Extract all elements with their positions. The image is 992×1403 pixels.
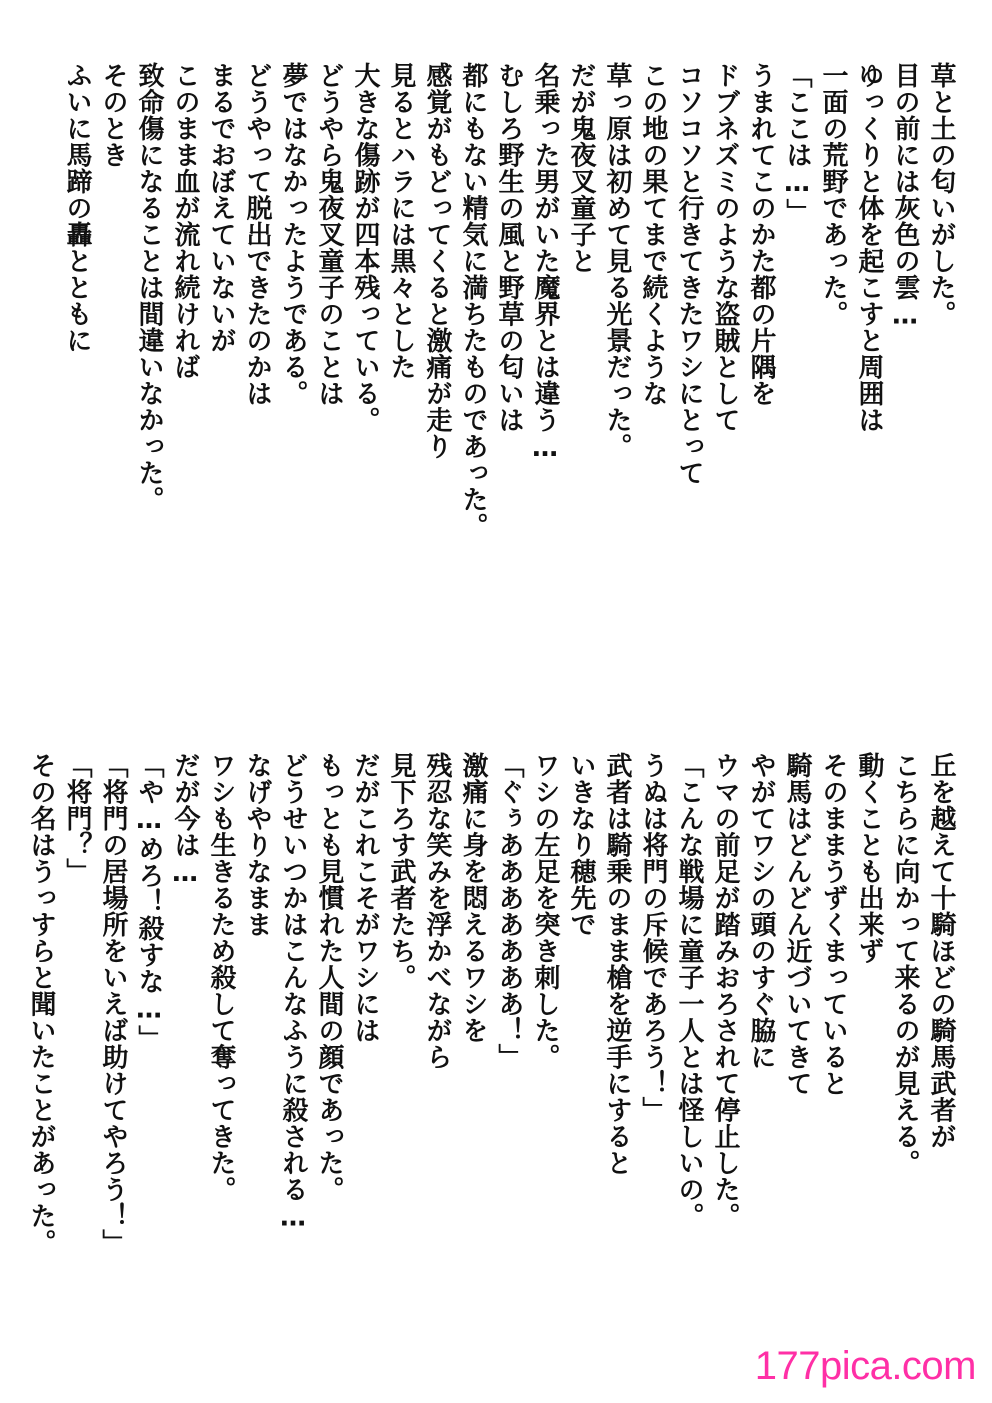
text-column: 「こんな戦場に童子一人とは怪しいの。: [674, 752, 704, 1229]
top-text-block: [0, 62, 992, 662]
text-column: どうやら鬼夜叉童子のことは: [314, 62, 344, 407]
text-column: 残忍な笑みを浮かべながら: [422, 752, 452, 1070]
text-column: ワシの左足を突き刺した。: [530, 752, 560, 1070]
text-column: 致命傷になることは間違いなかった。: [134, 62, 164, 513]
text-column: 大きな傷跡が四本残っている。: [350, 62, 380, 433]
text-column: コソコソと行きてきたワシにとって: [674, 62, 704, 486]
text-column: 名乗った男がいた魔界とは違う…: [530, 62, 560, 464]
text-column: いきなり穂先で: [566, 752, 596, 938]
text-column: この地の果てまで続くような: [638, 62, 668, 407]
text-column: 武者は騎乗のまま槍を逆手にすると: [602, 752, 632, 1176]
text-column: 騎馬はどんどん近づいてきて: [782, 752, 812, 1097]
text-column: うまれてこのかた都の片隅を: [746, 62, 776, 407]
text-column: うぬは将門の斥候であろう！」: [638, 752, 668, 1123]
text-column: どうやって脱出できたのかは: [242, 62, 272, 407]
text-column: 草っ原は初めて見る光景だった。: [602, 62, 632, 460]
text-column: むしろ野生の風と野草の匂いは: [494, 62, 524, 433]
bottom-text-block: [0, 752, 992, 1362]
text-column: その名はうっすらと聞いたことがあった。: [26, 752, 56, 1256]
text-column: 丘を越えて十騎ほどの騎馬武者が: [926, 752, 956, 1150]
text-column: 「ぐぅあああああああ！」: [494, 752, 524, 1070]
text-column: こちらに向かって来るのが見える。: [890, 752, 920, 1176]
text-column: 一面の荒野であった。: [818, 62, 848, 327]
text-column: やがてワシの頭のすぐ脇に: [746, 752, 776, 1070]
text-column: なげやりなまま: [242, 752, 272, 938]
text-column: 草と土の匂いがした。: [926, 62, 956, 327]
text-column: ふいに馬蹄の轟とともに: [62, 62, 92, 354]
text-column: だが今は…: [170, 752, 200, 889]
text-column: 感覚がもどってくると激痛が走り: [422, 62, 452, 460]
text-column: ウマの前足が踏みおろされて停止した。: [710, 752, 740, 1229]
text-column: 「や…めろ！殺すな…」: [134, 752, 164, 1052]
text-column: 「将門の居場所をいえば助けてやろう！」: [98, 752, 128, 1256]
text-column: そのままうずくまっていると: [818, 752, 848, 1097]
text-column: どうせいつかはこんなふうに殺される…: [278, 752, 308, 1233]
text-column: 目の前には灰色の雲…: [890, 62, 920, 331]
text-column: 「将門？」: [62, 752, 92, 885]
text-column: 都にもない精気に満ちたものであった。: [458, 62, 488, 539]
text-column: だがこれこそがワシには: [350, 752, 380, 1044]
text-column: 動くことも出来ず: [854, 752, 884, 964]
text-column: まるでおぼえていないが: [206, 62, 236, 354]
text-column: 夢ではなかったようである。: [278, 62, 308, 407]
text-column: 激痛に身を悶えるワシを: [458, 752, 488, 1044]
text-column: もっとも見慣れた人間の顔であった。: [314, 752, 344, 1203]
text-column: ゆっくりと体を起こすと周囲は: [854, 62, 884, 433]
text-column: このまま血が流れ続ければ: [170, 62, 200, 380]
text-column: 見下ろす武者たち。: [386, 752, 416, 991]
text-column: 見るとハラには黒々とした: [386, 62, 416, 380]
watermark-logo: 177pica.com: [754, 1344, 976, 1388]
text-column: ドブネズミのような盗賊として: [710, 62, 740, 433]
text-column: 「ここは…」: [782, 62, 812, 225]
text-column: そのとき: [98, 62, 128, 168]
text-column: だが鬼夜叉童子と: [566, 62, 596, 274]
text-column: ワシも生きるため殺して奪ってきた。: [206, 752, 236, 1203]
